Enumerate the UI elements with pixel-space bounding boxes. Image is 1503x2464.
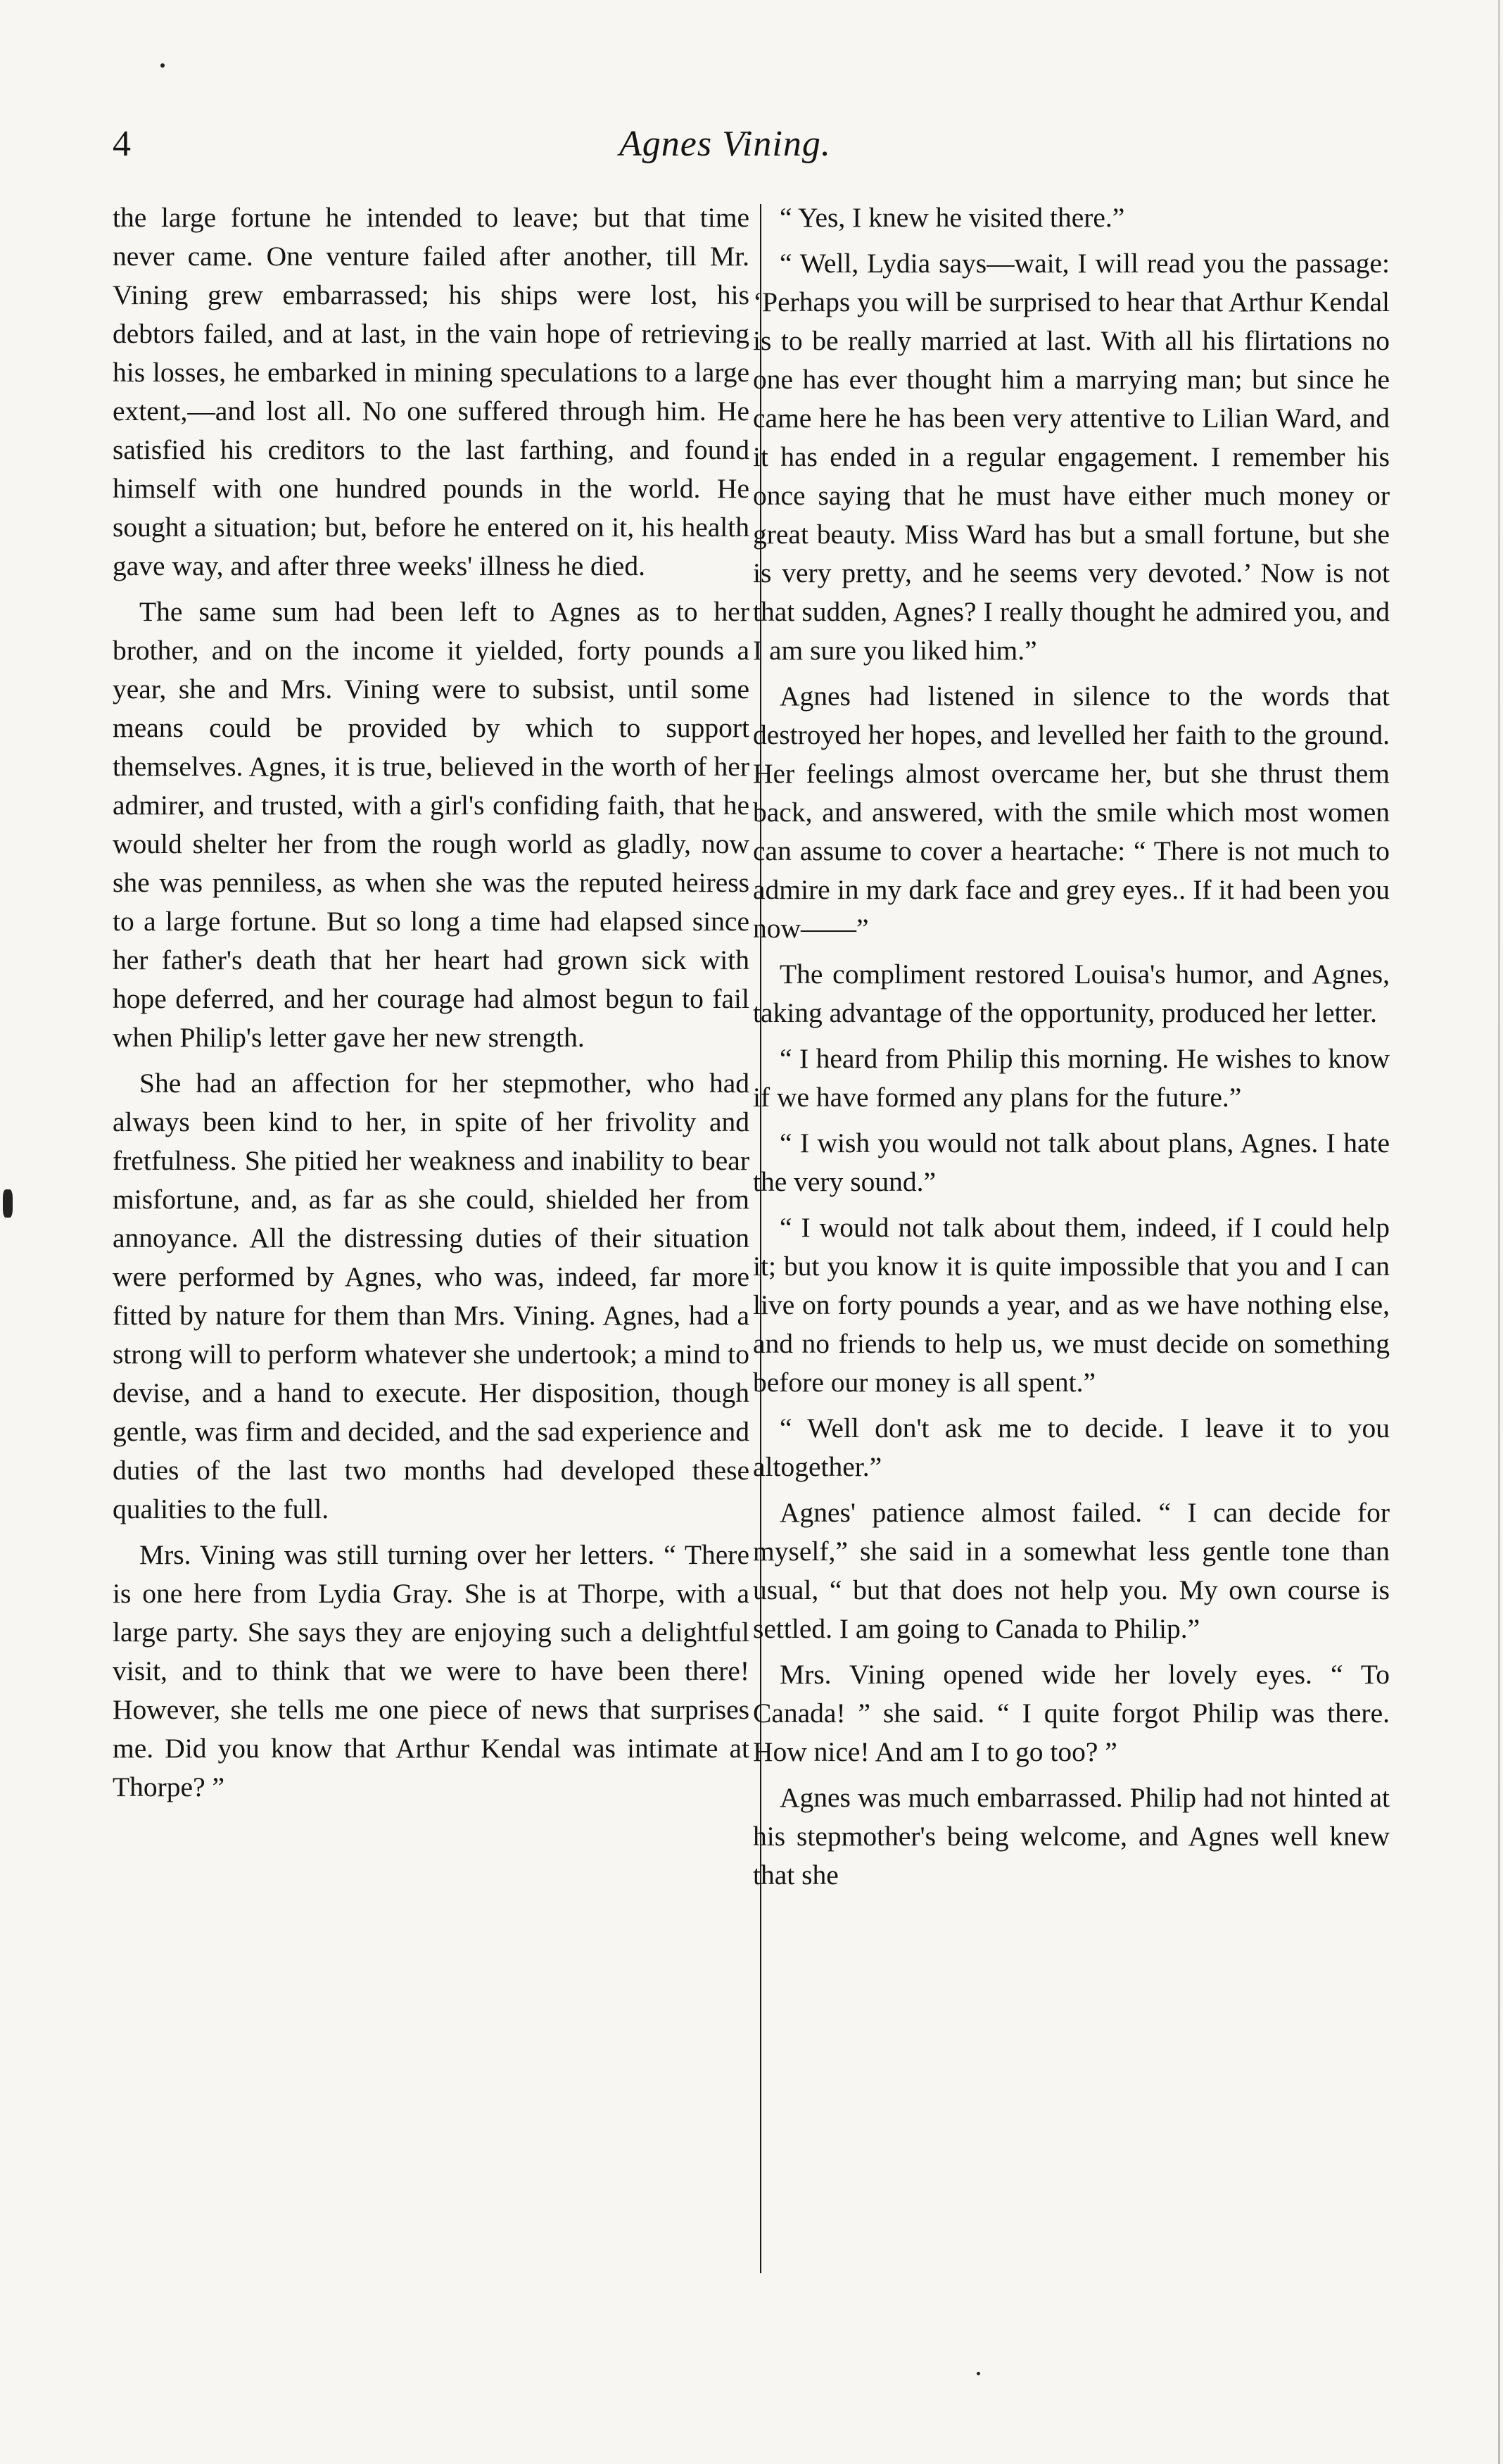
paragraph: “ Well don't ask me to decide. I leave it to you altogether.”	[753, 1413, 1390, 1482]
paragraph: Mrs. Vining was still turning over her letters. “ There is one here from Lydia Gray. She is at Thorpe, with a large party. She says they are enjoying such a delightful visit, and to think that we were to have been there! However, she tells me one piece of news that surprises me. Did you know that Arthur Kendal was intimate at Thorpe? ”	[113, 1539, 749, 1802]
paragraph: The compliment restored Louisa's humor, and Agnes, taking advantage of the opportunity, produced her letter.	[753, 959, 1390, 1028]
paragraph: The same sum had been left to Agnes as to her brother, and on the income it yielded, forty pounds a year, she and Mrs. Vining were to subsist, until some means could be provided by which to support themselves. Agnes, it is true, believed in the worth of her admirer, and trusted, with a girl's confiding faith, that he would shelter her from the rough world as gladly, now she was penniless, as when she was the reputed heiress to a large fortune. But so long a time had elapsed since her father's death that her heart had grown sick with hope deferred, and her courage had almost begun to fail when Philip's letter gave her new strength.	[113, 596, 749, 1053]
right-column	[753, 198, 1390, 1902]
paragraph: Agnes had listened in silence to the words that destroyed her hopes, and levelled her faith to the ground. Her feelings almost overcame her, but she thrust them back, and answered, with the smile which most women can assume to cover a heartache: “ There is not much to admire in my dark face and grey eyes.. If it had been you now——”	[753, 681, 1390, 944]
paragraph: “ Well, Lydia says—wait, I will read you the passage: ‘Perhaps you will be surprised to hear that Arthur Kendal is to be really married at last. With all his flirtations no one has ever thought him a marrying man; but since he came here he has been very attentive to Lilian Ward, and it has ended in a regular engagement. I remember his once saying that he must have either much money or great beauty. Miss Ward has but a small fortune, but she is very pretty, and he seems very devoted.’ Now is not that sudden, Agnes? I really thought he admired you, and I am sure you liked him.”	[753, 248, 1390, 666]
paragraph: “ Yes, I knew he visited there.”	[780, 202, 1125, 233]
left-column	[113, 198, 749, 1814]
paragraph: Agnes was much embarrassed. Philip had not hinted at his stepmother's being welcome, and Agnes well knew that she	[753, 1782, 1390, 1890]
ink-speck	[3, 1189, 13, 1218]
paragraph: She had an affection for her stepmother, who had always been kind to her, in spite of her frivolity and fretfulness. She pitied her weakness and inability to bear misfortune, and, as far as she could, shielded her from annoyance. All the distressing duties of their situation were performed by Agnes, who was, indeed, far more fitted by nature for them than Mrs. Vining. Agnes, had a strong will to perform whatever she undertook; a mind to devise, and a hand to execute. Her disposition, though gentle, was firm and decided, and the sad experience and duties of the last two months had developed these qualities to the full.	[113, 1068, 750, 1524]
running-title: Agnes Vining.	[619, 124, 831, 164]
paragraph: the large fortune he intended to leave; but that time never came. One venture failed after another, till Mr. Vining grew embarrassed; his ships were lost, his debtors failed, and at last, in the vain hope of retrieving his losses, he embarked in mining speculations to a large extent,—and lost all. No one suffered through him. He satisfied his creditors to the last farthing, and found himself with one hundred pounds in the world. He sought a situation; but, before he entered on it, his health gave way, and after three weeks' illness he died.	[113, 202, 749, 581]
paragraph: Mrs. Vining opened wide her lovely eyes. “ To Canada! ” she said. “ I quite forgot Philip was there. How nice! And am I to go too? ”	[753, 1659, 1390, 1767]
page-number: 4	[113, 124, 131, 164]
ink-speck	[977, 2372, 980, 2375]
paragraph: “ I heard from Philip this morning. He wishes to know if we have formed any plans for the future.”	[753, 1043, 1390, 1113]
scan-edge	[1498, 0, 1500, 2464]
paragraph: “ I would not talk about them, indeed, if I could help it; but you know it is quite impossible that you and I can live on forty pounds a year, and as we have nothing else, and no friends to help us, we must decide on something before our money is all spent.”	[753, 1212, 1390, 1398]
ink-speck	[160, 63, 165, 68]
paragraph: Agnes' patience almost failed. “ I can decide for myself,” she said in a somewhat less gentle tone than usual, “ but that does not help you. My own course is settled. I am going to Canada to Philip.”	[753, 1497, 1390, 1644]
page-header	[113, 123, 1379, 179]
paragraph: “ I wish you would not talk about plans, Agnes. I hate the very sound.”	[753, 1127, 1390, 1197]
